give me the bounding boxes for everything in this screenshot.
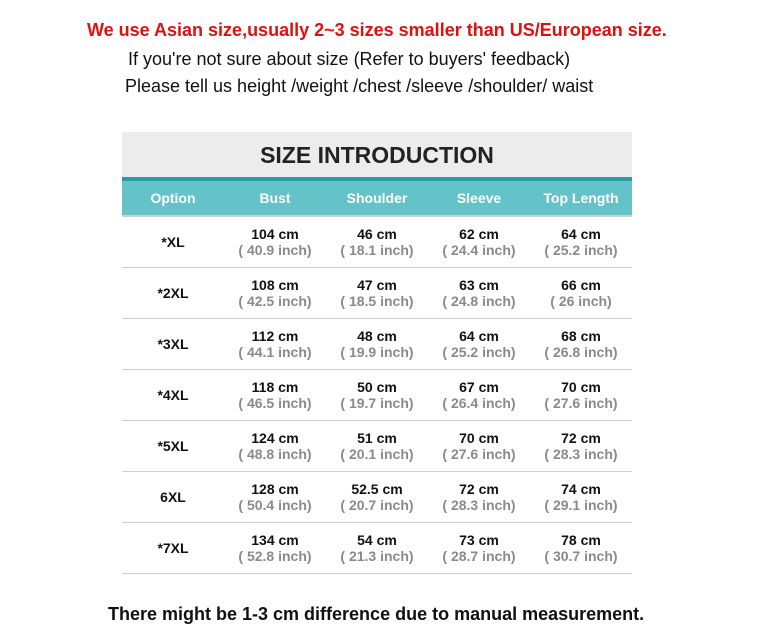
sleeve-inch: ( 24.4 inch)	[442, 242, 516, 258]
bust-cm: 124 cm	[251, 430, 299, 446]
bust-cm: 108 cm	[251, 277, 299, 293]
shoulder-cell	[326, 277, 428, 309]
bust-cell	[224, 226, 326, 258]
length-inch: ( 26.8 inch)	[544, 344, 618, 360]
shoulder-inch: ( 21.3 inch)	[340, 548, 414, 564]
length-inch: ( 29.1 inch)	[544, 497, 618, 513]
measurement-request-text: Please tell us height /weight /chest /sleeve /shoulder/ waist	[125, 76, 594, 96]
shoulder-cm: 47 cm	[357, 277, 397, 293]
shoulder-cm: 46 cm	[357, 226, 397, 242]
table-body	[122, 215, 632, 574]
length-cell	[530, 277, 632, 309]
shoulder-cm: 50 cm	[357, 379, 397, 395]
column-header-shoulder: Shoulder	[346, 190, 408, 206]
sleeve-cm: 63 cm	[459, 277, 499, 293]
sleeve-cm: 72 cm	[459, 481, 499, 497]
bust-cell	[224, 328, 326, 360]
column-header-option: Option	[150, 190, 196, 206]
length-inch: ( 25.2 inch)	[544, 242, 618, 258]
length-cm: 72 cm	[561, 430, 601, 446]
shoulder-cm: 52.5 cm	[351, 481, 403, 497]
bust-inch: ( 48.8 inch)	[238, 446, 312, 462]
size-advice-text: If you're not sure about size (Refer to buyers' feedback)	[128, 49, 571, 69]
measurement-disclaimer: There might be 1-3 cm difference due to manual measurement.	[108, 604, 645, 624]
sleeve-inch: ( 27.6 inch)	[442, 446, 516, 462]
size-table	[122, 132, 632, 574]
size-option: *2XL	[157, 285, 189, 301]
bust-cm: 112 cm	[251, 328, 299, 344]
table-row	[122, 217, 632, 268]
sleeve-cell	[428, 481, 530, 513]
shoulder-cell	[326, 430, 428, 462]
bust-cell	[224, 277, 326, 309]
size-warning-text: We use Asian size,usually 2~3 sizes smaller than US/European size.	[87, 20, 667, 40]
size-option: *5XL	[157, 438, 189, 454]
length-inch: ( 30.7 inch)	[544, 548, 618, 564]
bust-cm: 118 cm	[251, 379, 299, 395]
sleeve-cell	[428, 430, 530, 462]
sleeve-cm: 64 cm	[459, 328, 499, 344]
shoulder-cell	[326, 532, 428, 564]
length-cell	[530, 430, 632, 462]
length-inch: ( 26 inch)	[550, 293, 612, 309]
length-cm: 78 cm	[561, 532, 601, 548]
shoulder-cell	[326, 379, 428, 411]
sleeve-cell	[428, 277, 530, 309]
length-cm: 68 cm	[561, 328, 601, 344]
table-row	[122, 523, 632, 574]
column-header-top-length: Top Length	[543, 190, 619, 206]
size-option: *4XL	[157, 387, 189, 403]
shoulder-inch: ( 19.7 inch)	[340, 395, 414, 411]
bust-cell	[224, 430, 326, 462]
sleeve-inch: ( 24.8 inch)	[442, 293, 516, 309]
sleeve-cell	[428, 532, 530, 564]
length-cm: 64 cm	[561, 226, 601, 242]
sleeve-cm: 70 cm	[459, 430, 499, 446]
size-option: *3XL	[157, 336, 189, 352]
size-option: *XL	[161, 234, 185, 250]
shoulder-inch: ( 20.7 inch)	[340, 497, 414, 513]
shoulder-inch: ( 18.5 inch)	[340, 293, 414, 309]
column-header-sleeve: Sleeve	[456, 190, 502, 206]
bust-inch: ( 44.1 inch)	[238, 344, 312, 360]
length-cell	[530, 226, 632, 258]
shoulder-inch: ( 18.1 inch)	[340, 242, 414, 258]
bust-cm: 134 cm	[251, 532, 299, 548]
bust-cell	[224, 379, 326, 411]
sleeve-inch: ( 26.4 inch)	[442, 395, 516, 411]
sleeve-cm: 62 cm	[459, 226, 499, 242]
bust-inch: ( 50.4 inch)	[238, 497, 312, 513]
table-row	[122, 319, 632, 370]
table-row	[122, 370, 632, 421]
bust-inch: ( 42.5 inch)	[238, 293, 312, 309]
shoulder-cm: 54 cm	[357, 532, 397, 548]
bust-inch: ( 40.9 inch)	[238, 242, 312, 258]
sleeve-inch: ( 28.3 inch)	[442, 497, 516, 513]
length-cm: 70 cm	[561, 379, 601, 395]
table-row	[122, 268, 632, 319]
sleeve-cm: 73 cm	[459, 532, 499, 548]
length-cell	[530, 379, 632, 411]
sleeve-cell	[428, 328, 530, 360]
sleeve-cm: 67 cm	[459, 379, 499, 395]
bust-cm: 104 cm	[251, 226, 299, 242]
shoulder-cell	[326, 226, 428, 258]
length-cell	[530, 481, 632, 513]
column-header-bust: Bust	[259, 190, 291, 206]
bust-cm: 128 cm	[251, 481, 299, 497]
bust-inch: ( 52.8 inch)	[238, 548, 312, 564]
sleeve-inch: ( 28.7 inch)	[442, 548, 516, 564]
shoulder-inch: ( 20.1 inch)	[340, 446, 414, 462]
size-option: *7XL	[157, 540, 189, 556]
bust-inch: ( 46.5 inch)	[238, 395, 312, 411]
shoulder-cm: 51 cm	[357, 430, 397, 446]
length-cm: 66 cm	[561, 277, 601, 293]
bust-cell	[224, 481, 326, 513]
shoulder-cm: 48 cm	[357, 328, 397, 344]
shoulder-cell	[326, 328, 428, 360]
length-inch: ( 28.3 inch)	[544, 446, 618, 462]
length-inch: ( 27.6 inch)	[544, 395, 618, 411]
table-row	[122, 421, 632, 472]
shoulder-cell	[326, 481, 428, 513]
table-title-bar	[122, 132, 632, 177]
bust-cell	[224, 532, 326, 564]
shoulder-inch: ( 19.9 inch)	[340, 344, 414, 360]
size-option: 6XL	[160, 489, 186, 505]
length-cell	[530, 532, 632, 564]
sleeve-cell	[428, 226, 530, 258]
table-row	[122, 472, 632, 523]
length-cell	[530, 328, 632, 360]
sleeve-cell	[428, 379, 530, 411]
table-title: SIZE INTRODUCTION	[260, 142, 494, 168]
length-cm: 74 cm	[561, 481, 601, 497]
sleeve-inch: ( 25.2 inch)	[442, 344, 516, 360]
table-header-row	[122, 177, 632, 215]
